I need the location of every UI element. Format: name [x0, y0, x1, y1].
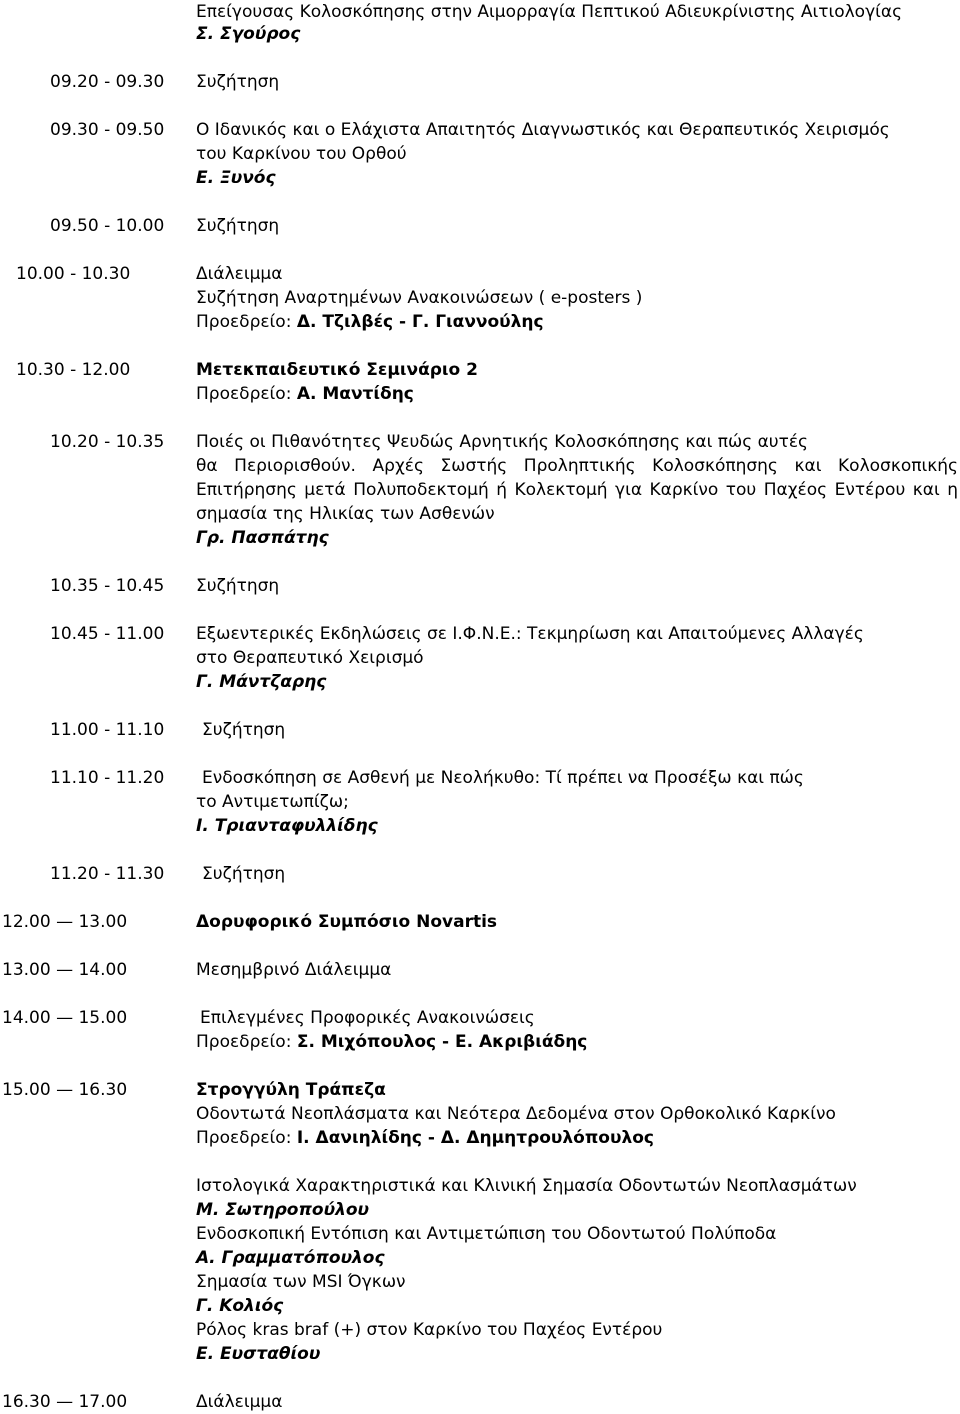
chair-line [196, 1126, 654, 1150]
talk-title: Ιστολογικά Χαρακτηριστικά και Κλινική Σημασία Οδοντωτών Νεοπλασμάτων [196, 1176, 857, 1196]
time-slot: 13.00 — 14.00 [2, 960, 128, 980]
chair-names: Ι. Δανιηλίδης - Δ. Δημητρουλόπουλος [296, 1128, 654, 1148]
time-slot: 11.20 - 11.30 [50, 864, 165, 884]
chair-label: Προεδρείο: [196, 384, 292, 404]
session-title: Συζήτηση [202, 720, 286, 740]
time-slot: 09.20 - 09.30 [50, 72, 165, 92]
talk-title: Σημασία των MSI Όγκων [196, 1272, 406, 1292]
chair-line [196, 1030, 587, 1054]
time-slot: 10.30 - 12.00 [16, 360, 131, 380]
time-slot: 10.35 - 10.45 [50, 576, 165, 596]
chair-label: Προεδρείο: [196, 1128, 292, 1148]
speaker-name: Μ. Σωτηροπούλου [196, 1200, 370, 1220]
session-title-line: στο Θεραπευτικό Χειρισμό [196, 648, 424, 668]
session-title: Συζήτηση [202, 864, 286, 884]
session-title: Ενδοσκόπηση σε Ασθενή με Νεολήκυθο: Τί πρέπει να Προσέξω και πώς [202, 768, 804, 788]
speaker-name: Γρ. Πασπάτης [196, 528, 329, 548]
session-title: Συζήτηση [196, 72, 280, 92]
session-title: Ο Ιδανικός και ο Ελάχιστα Απαιτητός Διαγνωστικός και Θεραπευτικός Χειρισμός [196, 120, 890, 140]
session-title: Διάλειμμα [196, 264, 283, 284]
session-title: Μεσημβρινό Διάλειμμα [196, 960, 392, 980]
talk-title: Ενδοσκοπική Εντόπιση και Αντιμετώπιση του Οδοντωτού Πολύποδα [196, 1224, 777, 1244]
chair-line [196, 310, 544, 334]
session-title-line: Επιτήρησης μετά Πολυποδεκτομή ή Κολεκτομή για Καρκίνο του Παχέος Εντέρου και η [196, 480, 958, 500]
speaker-name: Ι. Τριανταφυλλίδης [196, 816, 378, 836]
session-title: Μετεκπαιδευτικό Σεμινάριο 2 [196, 360, 478, 380]
time-slot: 10.00 - 10.30 [16, 264, 131, 284]
session-title: Στρογγύλη Τράπεζα [196, 1080, 386, 1100]
speaker-name: Ε. Ξυνός [196, 168, 276, 188]
session-subtitle: Συζήτηση Αναρτημένων Ανακοινώσεων ( e-posters ) [196, 288, 643, 308]
speaker-name: Γ. Κολιός [196, 1296, 284, 1316]
session-title-line: θα Περιορισθούν. Αρχές Σωστής Προληπτικής Κολοσκόπησης και Κολοσκοπικής [196, 456, 958, 476]
session-title: Διάλειμμα [196, 1392, 283, 1412]
time-slot: 10.20 - 10.35 [50, 432, 165, 452]
session-title-line: του Καρκίνου του Ορθού [196, 144, 407, 164]
chair-names: Σ. Μιχόπουλος - Ε. Ακριβιάδης [296, 1032, 588, 1052]
session-title: Συζήτηση [196, 216, 280, 236]
chair-line [196, 382, 414, 406]
session-title: Εξωεντερικές Εκδηλώσεις σε Ι.Φ.Ν.Ε.: Τεκμηρίωση και Απαιτούμενες Αλλαγές [196, 624, 864, 644]
session-title: Επιλεγμένες Προφορικές Ανακοινώσεις [200, 1008, 535, 1028]
time-slot: 10.45 - 11.00 [50, 624, 165, 644]
time-slot: 11.10 - 11.20 [50, 768, 165, 788]
session-subtitle: Οδοντωτά Νεοπλάσματα και Νεότερα Δεδομένα στον Ορθοκολικό Καρκίνο [196, 1104, 836, 1124]
time-slot: 09.50 - 10.00 [50, 216, 165, 236]
time-slot: 09.30 - 09.50 [50, 120, 165, 140]
speaker-name: Γ. Μάντζαρης [196, 672, 327, 692]
time-slot: 15.00 — 16.30 [2, 1080, 128, 1100]
session-title: Ποιές οι Πιθανότητες Ψευδώς Αρνητικής Κολοσκόπησης και πώς αυτές [196, 432, 809, 452]
talk-title: Ρόλος kras braf (+) στον Καρκίνο του Παχέος Εντέρου [196, 1320, 663, 1340]
session-title-line: Επείγουσας Κολοσκόπησης στην Αιμορραγία Πεπτικού Αδιευκρίνιστης Αιτιολογίας [196, 2, 903, 22]
speaker-name: Α. Γραμματόπουλος [196, 1248, 385, 1268]
time-slot: 12.00 — 13.00 [2, 912, 128, 932]
time-slot: 11.00 - 11.10 [50, 720, 165, 740]
chair-label: Προεδρείο: [196, 1032, 292, 1052]
time-slot: 16.30 — 17.00 [2, 1392, 128, 1412]
speaker-name: Σ. Σγούρος [196, 24, 301, 44]
speaker-name: Ε. Ευσταθίου [196, 1344, 321, 1364]
chair-label: Προεδρείο: [196, 312, 292, 332]
chair-names: Δ. Τζιλβές - Γ. Γιαννούλης [296, 312, 544, 332]
chair-names: Α. Μαντίδης [296, 384, 414, 404]
session-title: Συζήτηση [196, 576, 280, 596]
session-title-line: σημασία της Ηλικίας των Ασθενών [196, 504, 495, 524]
session-title: Δορυφορικό Συμπόσιο Novartis [196, 912, 498, 932]
session-title-line: το Αντιμετωπίζω; [196, 792, 349, 812]
time-slot: 14.00 — 15.00 [2, 1008, 128, 1028]
